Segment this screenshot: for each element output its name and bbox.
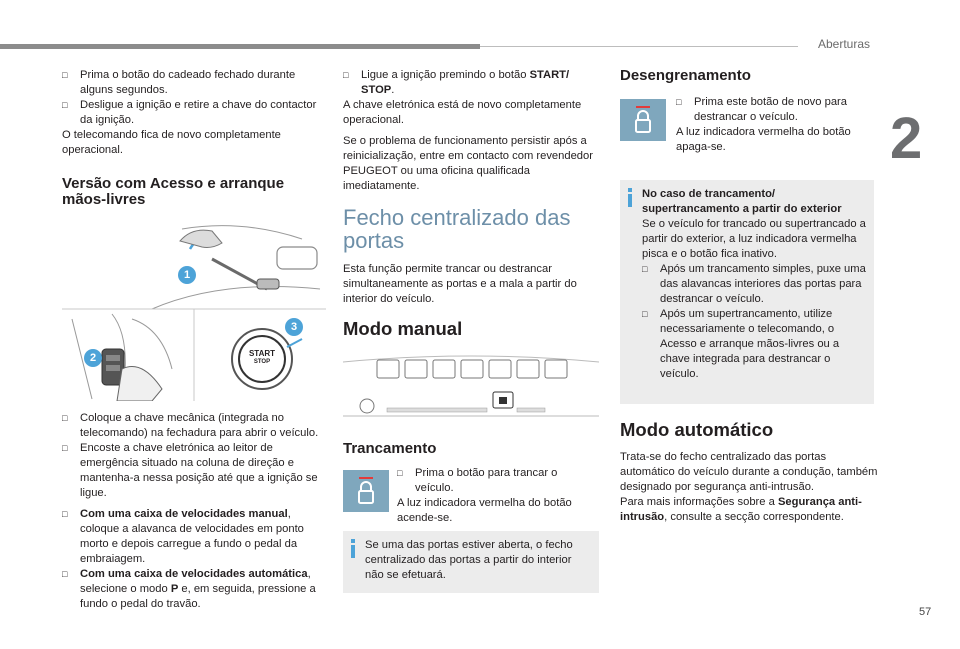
bullet-item: □ Após um trancamento simples, puxe uma das alavancas interiores das portas para destrancar o veículo. bbox=[642, 263, 866, 305]
bullet-item: □ Prima o botão do cadeado fechado durante alguns segundos. bbox=[62, 69, 296, 96]
checkbox-bullet-icon: □ bbox=[62, 70, 68, 80]
stop-label: STOP bbox=[253, 359, 271, 365]
lock-instructions bbox=[397, 466, 597, 526]
paragraph: Para mais informações sobre a Segurança anti-intrusão, consulte a secção correspondente. bbox=[620, 496, 862, 523]
checkbox-bullet-icon: □ bbox=[62, 569, 68, 579]
checkbox-bullet-icon: □ bbox=[642, 309, 648, 319]
info-note bbox=[343, 531, 599, 593]
header-line bbox=[480, 46, 798, 47]
checkbox-bullet-icon: □ bbox=[642, 264, 648, 274]
paragraph: A luz indicadora vermelha do botão apaga-se. bbox=[676, 126, 851, 153]
column-1-bottom bbox=[62, 411, 326, 612]
bullet-item: □ Ligue a ignição premindo o botão START/ STOP. bbox=[343, 69, 570, 96]
section-heading: Modo automático bbox=[620, 419, 774, 440]
column-1 bbox=[62, 68, 326, 208]
section-heading: Modo manual bbox=[343, 318, 463, 339]
paragraph: Trata-se do fecho centralizado das portas automático do veículo durante a condução, também designado por segurança anti-intrusão. bbox=[620, 451, 878, 493]
column-3 bbox=[620, 68, 880, 84]
bullet-item: □ Coloque a chave mecânica (integrada no telecomando) na fechadura para abrir o veículo. bbox=[62, 412, 319, 439]
checkbox-bullet-icon: □ bbox=[62, 509, 68, 519]
bullet-item: □ Com uma caixa de velocidades automática, selecione o modo P e, em seguida, pressione a fundo o pedal do travão. bbox=[62, 568, 316, 610]
info-note bbox=[620, 180, 874, 404]
column-3-bottom bbox=[620, 420, 878, 525]
bullet-item: □ Prima o botão para trancar o veículo. bbox=[397, 467, 558, 494]
figure-dashboard bbox=[343, 350, 599, 422]
checkbox-bullet-icon: □ bbox=[676, 97, 682, 107]
column-2 bbox=[343, 68, 599, 339]
section-heading: Versão com Acesso e arranque mãos-livres bbox=[62, 175, 285, 208]
paragraph: Se o problema de funcionamento persistir após a reinicialização, entre em contacto com revendedor PEUGEOT ou uma oficina qualificada imediatamente. bbox=[343, 135, 593, 192]
page-number: 57 bbox=[919, 606, 932, 618]
section-heading: Desengrenamento bbox=[620, 67, 751, 84]
main-heading: Fecho centralizado das portas bbox=[343, 205, 571, 253]
note-text: Se o veículo for trancado ou supertrancado a partir do exterior, a luz indicadora vermelha pisca e o botão fica inativo. bbox=[642, 218, 866, 260]
checkbox-bullet-icon: □ bbox=[62, 413, 68, 423]
unlock-icon bbox=[620, 99, 666, 141]
header-bar bbox=[0, 44, 480, 49]
bullet-item: □ Desligue a ignição e retire a chave do contactor da ignição. bbox=[62, 99, 317, 126]
figure-key-start bbox=[62, 219, 326, 401]
paragraph: A luz indicadora vermelha do botão acende-se. bbox=[397, 497, 572, 524]
figure-label-1: 1 bbox=[178, 266, 196, 284]
section-heading: Trancamento bbox=[343, 440, 437, 457]
column-2-bottom bbox=[343, 441, 599, 457]
illustration-svg bbox=[62, 219, 326, 401]
paragraph: Esta função permite trancar ou destrancar simultaneamente as portas e a mala a partir do interior do veículo. bbox=[343, 263, 577, 305]
note-text: Se uma das portas estiver aberta, o fecho centralizado das portas a partir do interior não se efetuará. bbox=[365, 539, 573, 581]
checkbox-bullet-icon: □ bbox=[397, 468, 403, 478]
dashboard-svg bbox=[343, 350, 599, 422]
checkbox-bullet-icon: □ bbox=[62, 443, 68, 453]
paragraph: A chave eletrónica está de novo completamente operacional. bbox=[343, 99, 582, 126]
figure-label-3: 3 bbox=[285, 318, 303, 336]
paragraph: O telecomando fica de novo completamente operacional. bbox=[62, 129, 281, 156]
section-title: Aberturas bbox=[818, 37, 871, 51]
bullet-item: □ Prima este botão de novo para destrancar o veículo. bbox=[676, 96, 847, 123]
chapter-number: 2 bbox=[890, 106, 923, 171]
bullet-item: □ Encoste a chave eletrónica ao leitor de emergência situado na coluna de direção e mantenha-a nessa posição até que a ignição se ligue. bbox=[62, 442, 318, 499]
info-icon bbox=[351, 539, 355, 558]
info-icon bbox=[628, 188, 632, 207]
lock-icon bbox=[343, 470, 389, 512]
note-title: No caso de trancamento/ supertrancamento a partir do exterior bbox=[642, 188, 842, 215]
unlock-instructions bbox=[676, 95, 876, 155]
checkbox-bullet-icon: □ bbox=[343, 70, 349, 80]
bullet-item: □ Após um supertrancamento, utilize necessariamente o telecomando, o Acesso e arranque mãos-livres ou a chave integrada para destrancar o veículo. bbox=[642, 308, 840, 380]
checkbox-bullet-icon: □ bbox=[62, 100, 68, 110]
bullet-item: □ Com uma caixa de velocidades manual, coloque a alavanca de velocidades em ponto morto e depois carregue a fundo o pedal da embraiagem. bbox=[62, 508, 304, 565]
start-label: START bbox=[248, 349, 276, 358]
figure-label-2: 2 bbox=[84, 349, 102, 367]
door-handle-illustration bbox=[152, 226, 320, 309]
